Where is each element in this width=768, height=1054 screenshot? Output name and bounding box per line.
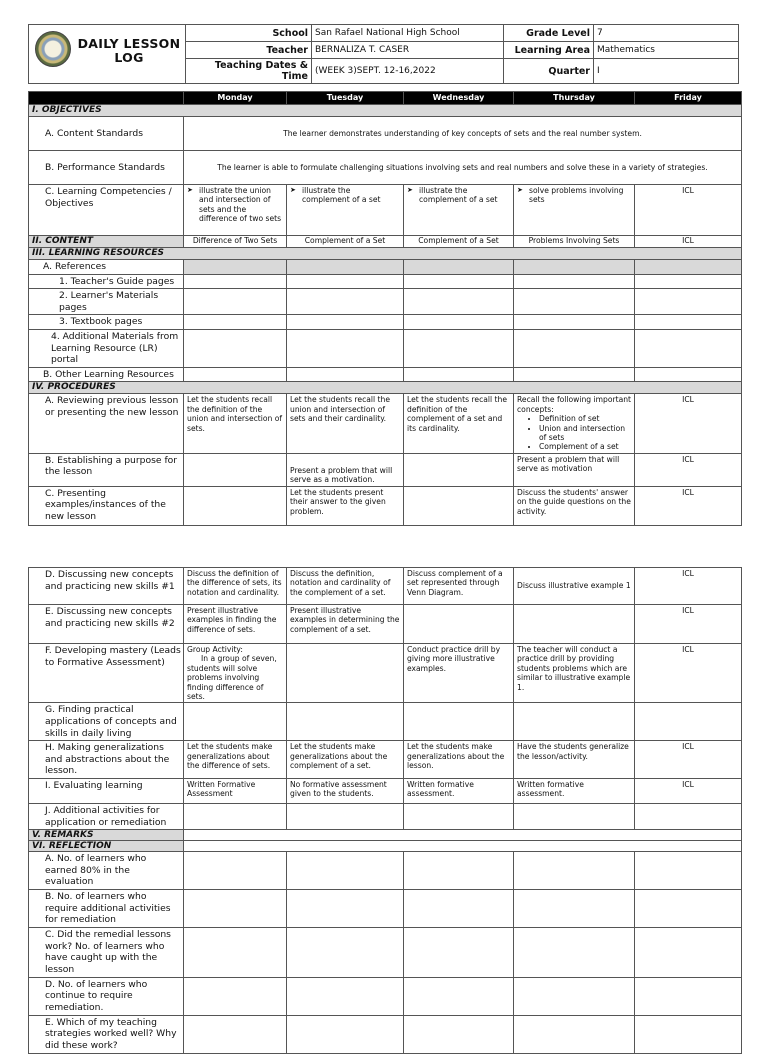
day-header-tuesday: Tuesday <box>287 92 404 105</box>
reflection-e-monday <box>184 1015 287 1053</box>
textbook-tuesday <box>287 315 404 330</box>
reflection-d-tuesday <box>287 977 404 1015</box>
procedure-a-tuesday: Let the students recall the union and intersection of sets and their cardinality. <box>287 394 404 453</box>
procedure-j-thursday <box>514 804 635 830</box>
procedure-d-wednesday: Discuss complement of a set represented through Venn Diagram. <box>404 568 514 605</box>
procedure-a-thursday <box>514 394 635 453</box>
reflection-d-row <box>29 977 742 1015</box>
other-resources-friday <box>635 367 742 382</box>
day-header-blank <box>29 92 184 105</box>
textbook-wednesday <box>404 315 514 330</box>
procedure-g-thursday <box>514 703 635 741</box>
reflection-b-tuesday <box>287 890 404 928</box>
reflection-e-tuesday <box>287 1015 404 1053</box>
reflection-d-label: D. No. of learners who continue to require remediation. <box>29 977 184 1015</box>
reflection-d-monday <box>184 977 287 1015</box>
teacher-value: BERNALIZA T. CASER <box>312 42 504 59</box>
procedure-i-row <box>29 779 742 804</box>
procedure-e-tuesday: Present illustrative examples in determining the complement of a set. <box>287 605 404 644</box>
procedure-a-row <box>29 394 742 453</box>
procedure-c-monday <box>184 486 287 525</box>
procedure-b-friday: ICL <box>635 453 742 486</box>
content-standards-label: A. Content Standards <box>29 117 184 151</box>
section-content-row <box>29 236 742 248</box>
reflection-c-thursday <box>514 928 635 977</box>
day-header-wednesday: Wednesday <box>404 92 514 105</box>
procedure-e-monday: Present illustrative examples in finding the difference of sets. <box>184 605 287 644</box>
school-value: San Rafael National High School <box>312 25 504 42</box>
reflection-content <box>184 841 742 852</box>
procedure-g-label: G. Finding practical applications of concepts and skills in daily living <box>29 703 184 741</box>
teachers-guide-monday <box>184 274 287 289</box>
learners-materials-tuesday <box>287 289 404 315</box>
procedure-i-thursday: Written formative assessment. <box>514 779 635 804</box>
reflection-a-monday <box>184 852 287 890</box>
procedure-e-thursday <box>514 605 635 644</box>
reflection-b-friday <box>635 890 742 928</box>
procedure-d-monday: Discuss the definition of the difference of sets, its notation and cardinality. <box>184 568 287 605</box>
procedure-c-row <box>29 486 742 525</box>
section-remarks: V. REMARKS <box>29 830 184 841</box>
section-resources: III. LEARNING RESOURCES <box>29 248 742 260</box>
header-table <box>28 24 739 84</box>
additional-materials-row <box>29 329 742 367</box>
competencies-row <box>29 185 742 236</box>
textbook-friday <box>635 315 742 330</box>
procedure-f-wednesday: Conduct practice drill by giving more illustrative examples. <box>404 644 514 703</box>
procedure-c-tuesday: Let the students present their answer to the given problem. <box>287 486 404 525</box>
procedure-i-monday: Written Formative Assessment <box>184 779 287 804</box>
additional-materials-wednesday <box>404 329 514 367</box>
procedure-j-row <box>29 804 742 830</box>
content-thursday: Problems Involving Sets <box>514 236 635 248</box>
reflection-a-thursday <box>514 852 635 890</box>
section-content: II. CONTENT <box>29 236 184 248</box>
additional-materials-thursday <box>514 329 635 367</box>
content-tuesday: Complement of a Set <box>287 236 404 248</box>
procedure-d-tuesday: Discuss the definition, notation and cardinality of the complement of a set. <box>287 568 404 605</box>
procedure-b-label: B. Establishing a purpose for the lesson <box>29 453 184 486</box>
learners-materials-wednesday <box>404 289 514 315</box>
procedure-b-row <box>29 453 742 486</box>
teachers-guide-row <box>29 274 742 289</box>
competency-wednesday <box>404 185 514 236</box>
references-row <box>29 260 742 275</box>
learners-materials-friday <box>635 289 742 315</box>
reflection-a-row <box>29 852 742 890</box>
procedure-a-thursday-list <box>517 414 631 452</box>
section-remarks-row <box>29 830 742 841</box>
procedure-a-friday: ICL <box>635 394 742 453</box>
reflection-a-wednesday <box>404 852 514 890</box>
reflection-e-row <box>29 1015 742 1053</box>
procedure-c-label: C. Presenting examples/instances of the new lesson <box>29 486 184 525</box>
section-objectives: I. OBJECTIVES <box>29 105 742 117</box>
teachers-guide-label: 1. Teacher's Guide pages <box>29 274 184 289</box>
reflection-c-wednesday <box>404 928 514 977</box>
reflection-c-label: C. Did the remedial lessons work? No. of learners who have caught up with the lesson <box>29 928 184 977</box>
day-header-thursday: Thursday <box>514 92 635 105</box>
remarks-content <box>184 830 742 841</box>
textbook-monday <box>184 315 287 330</box>
teachers-guide-tuesday <box>287 274 404 289</box>
procedure-b-monday <box>184 453 287 486</box>
content-monday: Difference of Two Sets <box>184 236 287 248</box>
procedure-h-label: H. Making generalizations and abstractions about the lesson. <box>29 741 184 779</box>
lesson-log-table-page-1 <box>28 91 742 526</box>
competency-monday-text: ➤ illustrate the union and intersection of sets and the difference of two sets <box>187 186 283 224</box>
content-standards-text: The learner demonstrates understanding of key concepts of sets and the real number system. <box>184 117 742 151</box>
other-resources-monday <box>184 367 287 382</box>
procedure-c-friday: ICL <box>635 486 742 525</box>
procedure-e-wednesday <box>404 605 514 644</box>
reflection-e-wednesday <box>404 1015 514 1053</box>
quarter-value: I <box>594 59 739 84</box>
learners-materials-label: 2. Learner's Materials pages <box>29 289 184 315</box>
additional-materials-monday <box>184 329 287 367</box>
competency-wednesday-text: ➤ illustrate the complement of a set <box>407 186 510 205</box>
procedure-g-tuesday <box>287 703 404 741</box>
reflection-c-row <box>29 928 742 977</box>
title-line-2: LOG <box>114 50 144 65</box>
other-resources-thursday <box>514 367 635 382</box>
procedure-h-thursday: Have the students generalize the lesson/activity. <box>514 741 635 779</box>
procedure-f-friday: ICL <box>635 644 742 703</box>
other-resources-row <box>29 367 742 382</box>
competency-monday <box>184 185 287 236</box>
textbook-label: 3. Textbook pages <box>29 315 184 330</box>
procedure-f-label: F. Developing mastery (Leads to Formative Assessment) <box>29 644 184 703</box>
reflection-c-friday <box>635 928 742 977</box>
reflection-a-tuesday <box>287 852 404 890</box>
procedure-h-monday: Let the students make generalizations about the difference of sets. <box>184 741 287 779</box>
teaching-dates-value: (WEEK 3)SEPT. 12-16,2022 <box>312 59 504 84</box>
procedure-j-friday <box>635 804 742 830</box>
competency-thursday <box>514 185 635 236</box>
references-tuesday <box>287 260 404 275</box>
other-resources-tuesday <box>287 367 404 382</box>
references-label: A. References <box>29 260 184 275</box>
learners-materials-thursday <box>514 289 635 315</box>
header-logo-cell <box>29 25 186 84</box>
reflection-c-monday <box>184 928 287 977</box>
section-procedures: IV. PROCEDURES <box>29 382 742 394</box>
learning-area-value: Mathematics <box>594 42 739 59</box>
grade-level-value: 7 <box>594 25 739 42</box>
teachers-guide-thursday <box>514 274 635 289</box>
section-reflection: VI. REFLECTION <box>29 841 184 852</box>
list-item: • Union and intersection of sets <box>539 424 631 443</box>
day-header-friday: Friday <box>635 92 742 105</box>
procedure-g-wednesday <box>404 703 514 741</box>
reflection-e-label: E. Which of my teaching strategies worked well? Why did these work? <box>29 1015 184 1053</box>
procedure-e-friday: ICL <box>635 605 742 644</box>
procedure-b-thursday: Present a problem that will serve as motivation <box>514 453 635 486</box>
other-resources-wednesday <box>404 367 514 382</box>
section-procedures-row <box>29 382 742 394</box>
procedure-f-monday-heading: Group Activity: <box>187 645 243 654</box>
procedure-i-label: I. Evaluating learning <box>29 779 184 804</box>
references-thursday <box>514 260 635 275</box>
title-line-1: DAILY LESSON <box>77 36 181 51</box>
additional-materials-tuesday <box>287 329 404 367</box>
competencies-label: C. Learning Competencies / Objectives <box>29 185 184 236</box>
procedure-i-wednesday: Written formative assessment. <box>404 779 514 804</box>
procedure-e-row <box>29 605 742 644</box>
procedure-d-row <box>29 568 742 605</box>
competency-tuesday <box>287 185 404 236</box>
section-objectives-row <box>29 105 742 117</box>
teachers-guide-wednesday <box>404 274 514 289</box>
procedure-e-label: E. Discussing new concepts and practicing new skills #2 <box>29 605 184 644</box>
procedure-i-friday: ICL <box>635 779 742 804</box>
learning-area-label: Learning Area <box>504 42 594 59</box>
procedure-a-wednesday: Let the students recall the definition of the complement of a set and its cardinality. <box>404 394 514 453</box>
learners-materials-monday <box>184 289 287 315</box>
procedure-j-monday <box>184 804 287 830</box>
reflection-e-friday <box>635 1015 742 1053</box>
competency-tuesday-text: ➤ illustrate the complement of a set <box>290 186 400 205</box>
grade-level-label: Grade Level <box>504 25 594 42</box>
additional-materials-friday <box>635 329 742 367</box>
reflection-a-label: A. No. of learners who earned 80% in the evaluation <box>29 852 184 890</box>
references-monday <box>184 260 287 275</box>
procedure-g-friday <box>635 703 742 741</box>
learners-materials-row <box>29 289 742 315</box>
reflection-b-label: B. No. of learners who require additional activities for remediation <box>29 890 184 928</box>
procedure-h-friday: ICL <box>635 741 742 779</box>
reflection-b-thursday <box>514 890 635 928</box>
list-item: • Complement of a set <box>539 442 631 451</box>
day-header-row <box>29 92 742 105</box>
reflection-b-row <box>29 890 742 928</box>
procedure-d-label: D. Discussing new concepts and practicing new skills #1 <box>29 568 184 605</box>
performance-standards-text: The learner is able to formulate challenging situations involving sets and real numbers and solve these in a variety of strategies. <box>184 151 742 185</box>
school-label: School <box>186 25 312 42</box>
reflection-d-wednesday <box>404 977 514 1015</box>
procedure-f-row <box>29 644 742 703</box>
section-resources-row <box>29 248 742 260</box>
reflection-a-friday <box>635 852 742 890</box>
procedure-a-monday: Let the students recall the definition of the union and intersection of sets. <box>184 394 287 453</box>
teachers-guide-friday <box>635 274 742 289</box>
performance-standards-row <box>29 151 742 185</box>
reflection-b-wednesday <box>404 890 514 928</box>
procedure-c-wednesday <box>404 486 514 525</box>
reflection-c-tuesday <box>287 928 404 977</box>
deped-seal-icon <box>35 31 71 67</box>
competency-thursday-text: ➤ solve problems involving sets <box>517 186 631 205</box>
day-header-monday: Monday <box>184 92 287 105</box>
reflection-d-thursday <box>514 977 635 1015</box>
procedure-b-tuesday: Present a problem that will serve as a motivation. <box>287 453 404 486</box>
content-standards-row <box>29 117 742 151</box>
procedure-f-tuesday <box>287 644 404 703</box>
performance-standards-label: B. Performance Standards <box>29 151 184 185</box>
section-reflection-row <box>29 841 742 852</box>
reflection-d-friday <box>635 977 742 1015</box>
references-friday <box>635 260 742 275</box>
procedure-f-thursday: The teacher will conduct a practice drill by providing students problems which are similar to illustrative example 1. <box>514 644 635 703</box>
additional-materials-label: 4. Additional Materials from Learning Resource (LR) portal <box>29 329 184 367</box>
teacher-label: Teacher <box>186 42 312 59</box>
content-wednesday: Complement of a Set <box>404 236 514 248</box>
reflection-b-monday <box>184 890 287 928</box>
quarter-label: Quarter <box>504 59 594 84</box>
list-item: • Definition of set <box>539 414 631 423</box>
procedure-h-tuesday: Let the students make generalizations about the complement of a set. <box>287 741 404 779</box>
lesson-log-table-page-2 <box>28 567 742 1054</box>
other-resources-label: B. Other Learning Resources <box>29 367 184 382</box>
content-friday: ICL <box>635 236 742 248</box>
procedure-j-label: J. Additional activities for application or remediation <box>29 804 184 830</box>
procedure-j-wednesday <box>404 804 514 830</box>
procedure-d-friday: ICL <box>635 568 742 605</box>
procedure-f-monday-text: In a group of seven, students will solve problems involving finding difference of sets. <box>187 654 277 702</box>
procedure-b-wednesday <box>404 453 514 486</box>
procedure-a-label: A. Reviewing previous lesson or presenting the new lesson <box>29 394 184 453</box>
procedure-g-monday <box>184 703 287 741</box>
competency-friday: ICL <box>635 185 742 236</box>
textbook-row <box>29 315 742 330</box>
procedure-d-thursday: Discuss illustrative example 1 <box>514 568 635 605</box>
procedure-j-tuesday <box>287 804 404 830</box>
procedure-a-thursday-intro: Recall the following important concepts: <box>517 395 632 414</box>
procedure-f-monday <box>184 644 287 703</box>
procedure-g-row <box>29 703 742 741</box>
procedure-h-row <box>29 741 742 779</box>
reflection-e-thursday <box>514 1015 635 1053</box>
document-title <box>75 37 183 65</box>
procedure-h-wednesday: Let the students make generalizations about the lesson. <box>404 741 514 779</box>
references-wednesday <box>404 260 514 275</box>
procedure-i-tuesday: No formative assessment given to the students. <box>287 779 404 804</box>
teaching-dates-label: Teaching Dates & Time <box>186 59 312 84</box>
textbook-thursday <box>514 315 635 330</box>
procedure-c-thursday: Discuss the students' answer on the guide questions on the activity. <box>514 486 635 525</box>
